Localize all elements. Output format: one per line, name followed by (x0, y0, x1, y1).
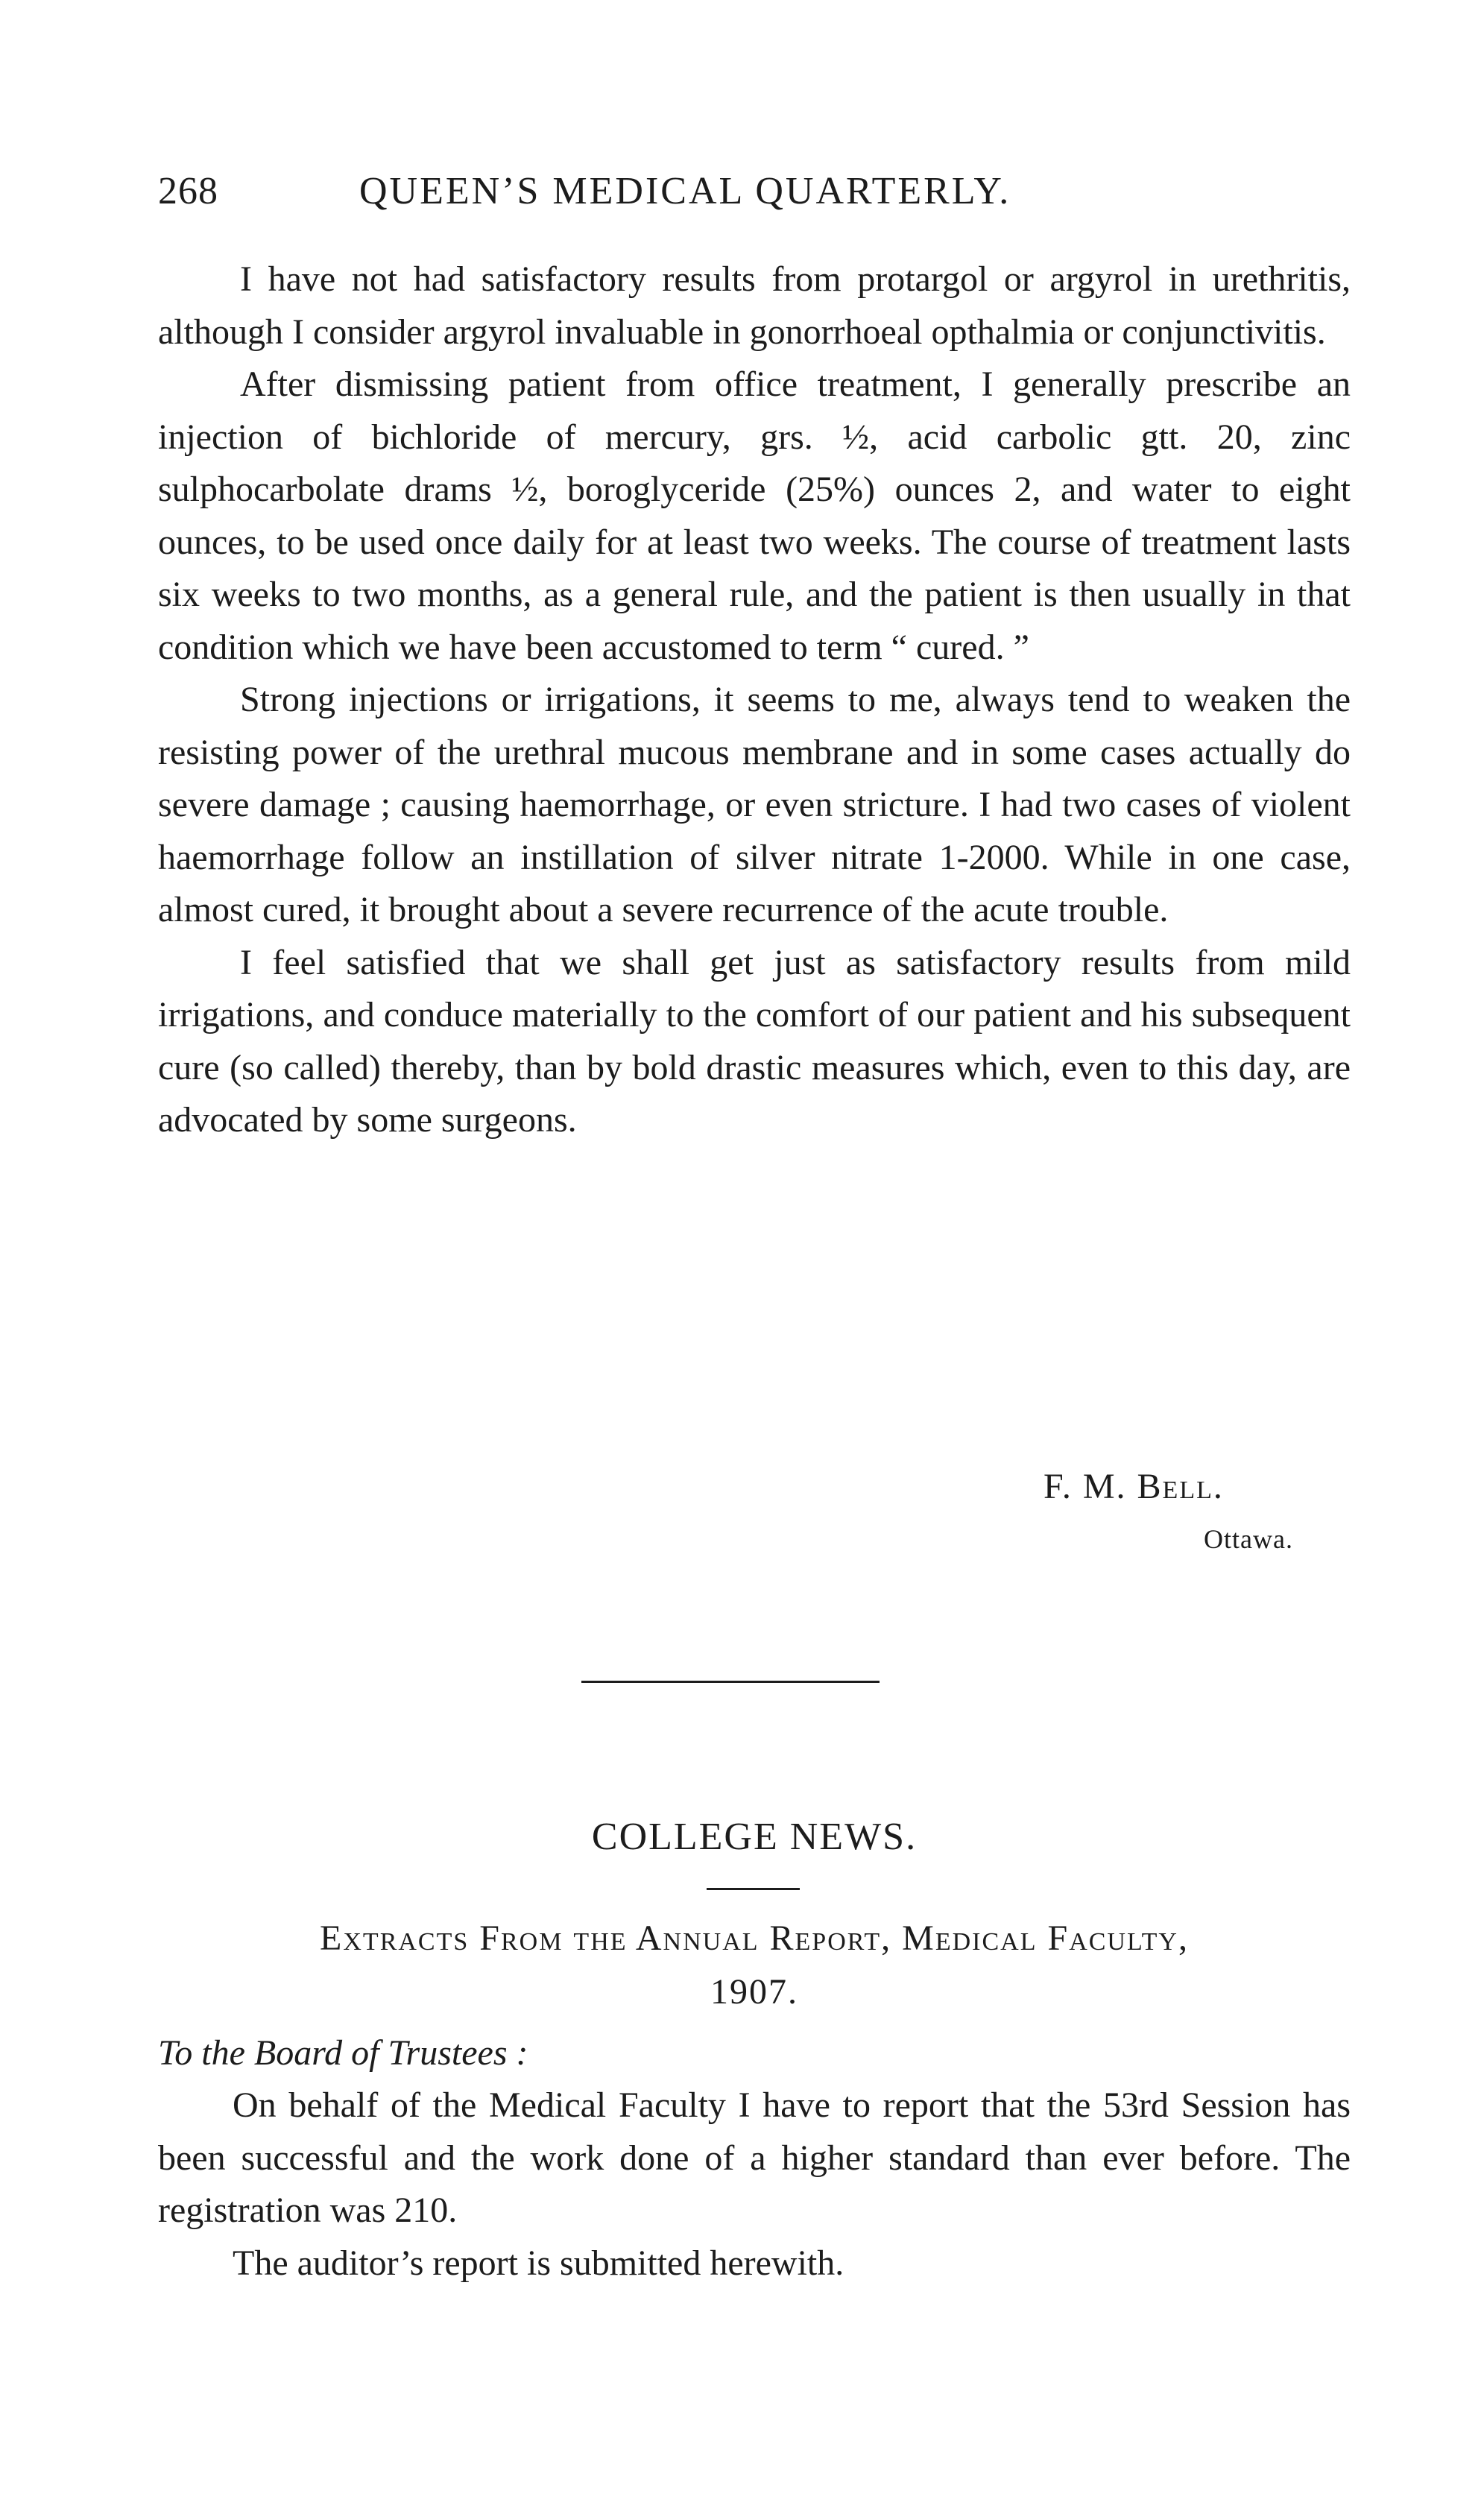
section-title: COLLEGE NEWS. (591, 1816, 918, 1858)
salutation: To the Board of Trustees : (158, 2033, 528, 2073)
article-paragraph-4: I feel satisfied that we shall get just as satisfactory results from mild irrigations, and conduce materially to the comfort of our patient and his subsequent cure (so called) thereby, than by bold drastic measures which, even to this day, are advocated by some surgeons. (158, 942, 1351, 1140)
page-header (158, 165, 1351, 218)
article-body (158, 253, 1351, 1147)
article-paragraph-2: After dismissing patient from office treatment, I generally prescribe an injection of bichloride of mercury, grs. ½, acid carbolic gtt. 20, zinc sulphocarbolate drams ½, boroglyceride (25%) ounces 2, and water to eight ounces, to be used once daily for at least two weeks. The course of treatment lasts six weeks to two months, as a general rule, and the patient is then usually in that condition which we have been accustomed to term “ cured. ” (158, 364, 1351, 667)
running-title: QUEEN’S MEDICAL QUARTERLY. (359, 170, 1011, 212)
title-underline (707, 1888, 800, 1890)
report-subheading-line-1: Extracts From the Annual Report, Medical Faculty, (320, 1918, 1189, 1958)
report-paragraph-1: On behalf of the Medical Faculty I have to report that the 53rd Session has been successful and the work done of a higher standard than ever before. The registration was 210. (158, 2085, 1351, 2230)
report-subheading-line-2: 1907. (710, 1972, 798, 2012)
author-signature (1043, 1465, 1224, 1509)
author-name: F. M. Bell. (1043, 1467, 1224, 1506)
report-paragraph-2: The auditor’s report is submitted herewith. (233, 2243, 844, 2283)
article-paragraph-3: Strong injections or irrigations, it seems to me, always tend to weaken the resisting power of the urethral mucous membrane and in some cases actually do severe damage ; causing haemorrhage, or even stricture. I had two cases of violent haemorrhage follow an instillation of silver nitrate 1-2000. While in one case, almost cured, it brought about a severe recurrence of the acute trouble. (158, 680, 1351, 929)
report-body (158, 2079, 1351, 2290)
article-paragraph-1: I have not had satisfactory results from protargol or argyrol in urethritis, although I consider argyrol invaluable in gonorrhoeal opthalmia or conjunctivitis. (158, 259, 1351, 352)
page-number: 268 (158, 170, 218, 212)
section-divider (581, 1681, 880, 1683)
author-location: Ottawa. (1204, 1524, 1293, 1554)
report-subheading (158, 1912, 1351, 2019)
